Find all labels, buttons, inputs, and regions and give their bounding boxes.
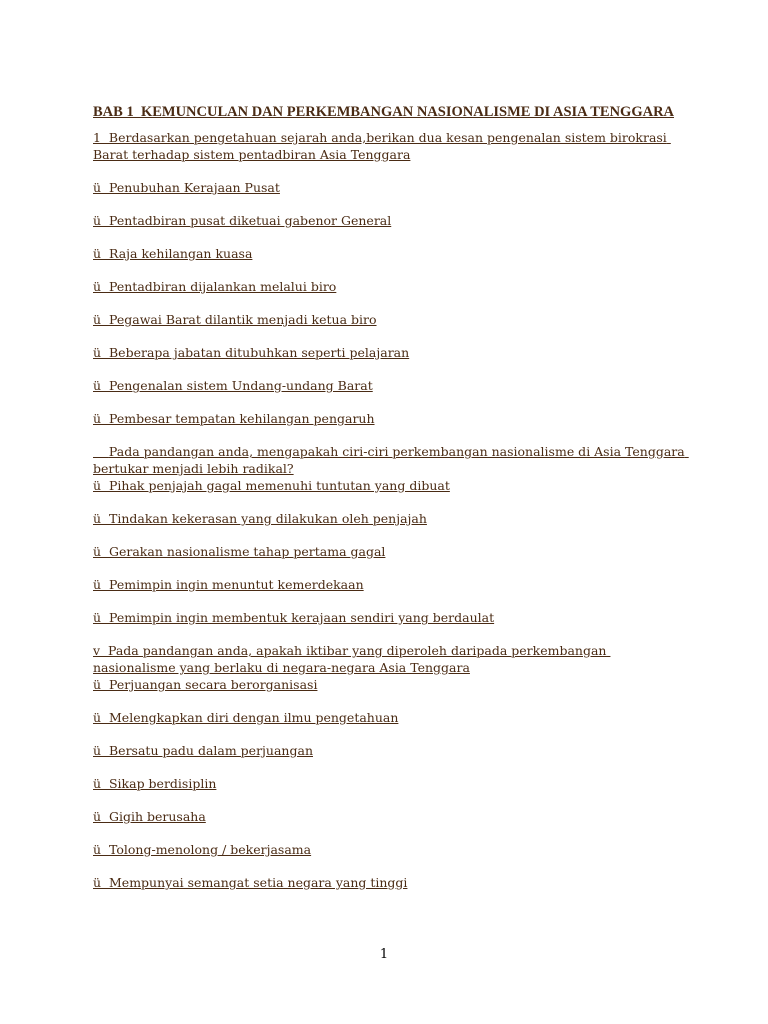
spacer <box>93 494 693 510</box>
answer-3-3: ü Bersatu padu dalam perjuangan <box>93 743 313 758</box>
answer-1-3: ü Raja kehilangan kuasa <box>93 246 253 261</box>
answer-2-3: ü Gerakan nasionalisme tahap pertama gagal <box>93 544 386 559</box>
spacer <box>93 527 693 543</box>
answer-3-7: ü Mempunyai semangat setia negara yang tinggi <box>93 875 408 890</box>
answer-3-2: ü Melengkapkan diri dengan ilmu pengetahuan <box>93 710 399 725</box>
answer-2-2: ü Tindakan kekerasan yang dilakukan oleh penjajah <box>93 511 427 526</box>
chapter-title: BAB 1 KEMUNCULAN DAN PERKEMBANGAN NASIONALISME DI ASIA TENGGARA <box>93 104 675 120</box>
spacer <box>93 759 693 775</box>
answer-1-5: ü Pegawai Barat dilantik menjadi ketua biro <box>93 312 377 327</box>
spacer <box>93 626 693 642</box>
spacer <box>93 328 693 344</box>
answer-2-5: ü Pemimpin ingin membentuk kerajaan sendiri yang berdaulat <box>93 610 495 625</box>
answer-1-7: ü Pengenalan sistem Undang-undang Barat <box>93 378 373 393</box>
spacer <box>93 726 693 742</box>
question-2: Pada pandangan anda, mengapakah ciri-ciri perkembangan nasionalisme di Asia Tenggara bertukar menjadi lebih radikal? <box>93 444 689 476</box>
spacer <box>93 693 693 709</box>
page-number: 1 <box>379 947 389 962</box>
spacer <box>93 427 693 443</box>
answer-1-4: ü Pentadbiran dijalankan melalui biro <box>93 279 337 294</box>
spacer <box>93 593 693 609</box>
spacer <box>93 229 693 245</box>
spacer <box>93 196 693 212</box>
spacer <box>93 163 693 179</box>
answer-1-2: ü Pentadbiran pusat diketuai gabenor General <box>93 213 392 228</box>
answer-2-4: ü Pemimpin ingin menuntut kemerdekaan <box>93 577 364 592</box>
spacer <box>93 560 693 576</box>
question-1: 1 Berdasarkan pengetahuan sejarah anda,berikan dua kesan pengenalan sistem birokrasi Barat terhadap sistem pentadbiran Asia Tenggara <box>93 130 671 162</box>
spacer <box>93 361 693 377</box>
spacer <box>93 295 693 311</box>
answer-1-6: ü Beberapa jabatan ditubuhkan seperti pelajaran <box>93 345 410 360</box>
spacer <box>93 262 693 278</box>
answer-3-5: ü Gigih berusaha <box>93 809 206 824</box>
spacer <box>93 858 693 874</box>
answer-3-6: ü Tolong-menolong / bekerjasama <box>93 842 312 857</box>
spacer <box>93 394 693 410</box>
spacer <box>93 825 693 841</box>
answer-2-1: ü Pihak penjajah gagal memenuhi tuntutan yang dibuat <box>93 478 450 493</box>
answer-3-1: ü Perjuangan secara berorganisasi <box>93 677 318 692</box>
answer-1-1: ü Penubuhan Kerajaan Pusat <box>93 180 280 195</box>
document-body <box>93 104 693 891</box>
answer-3-4: ü Sikap berdisiplin <box>93 776 217 791</box>
question-3: v Pada pandangan anda, apakah iktibar yang diperoleh daripada perkembangan nasionalisme yang berlaku di negara-negara Asia Tenggara <box>93 643 611 675</box>
spacer <box>93 792 693 808</box>
answer-1-8: ü Pembesar tempatan kehilangan pengaruh <box>93 411 375 426</box>
